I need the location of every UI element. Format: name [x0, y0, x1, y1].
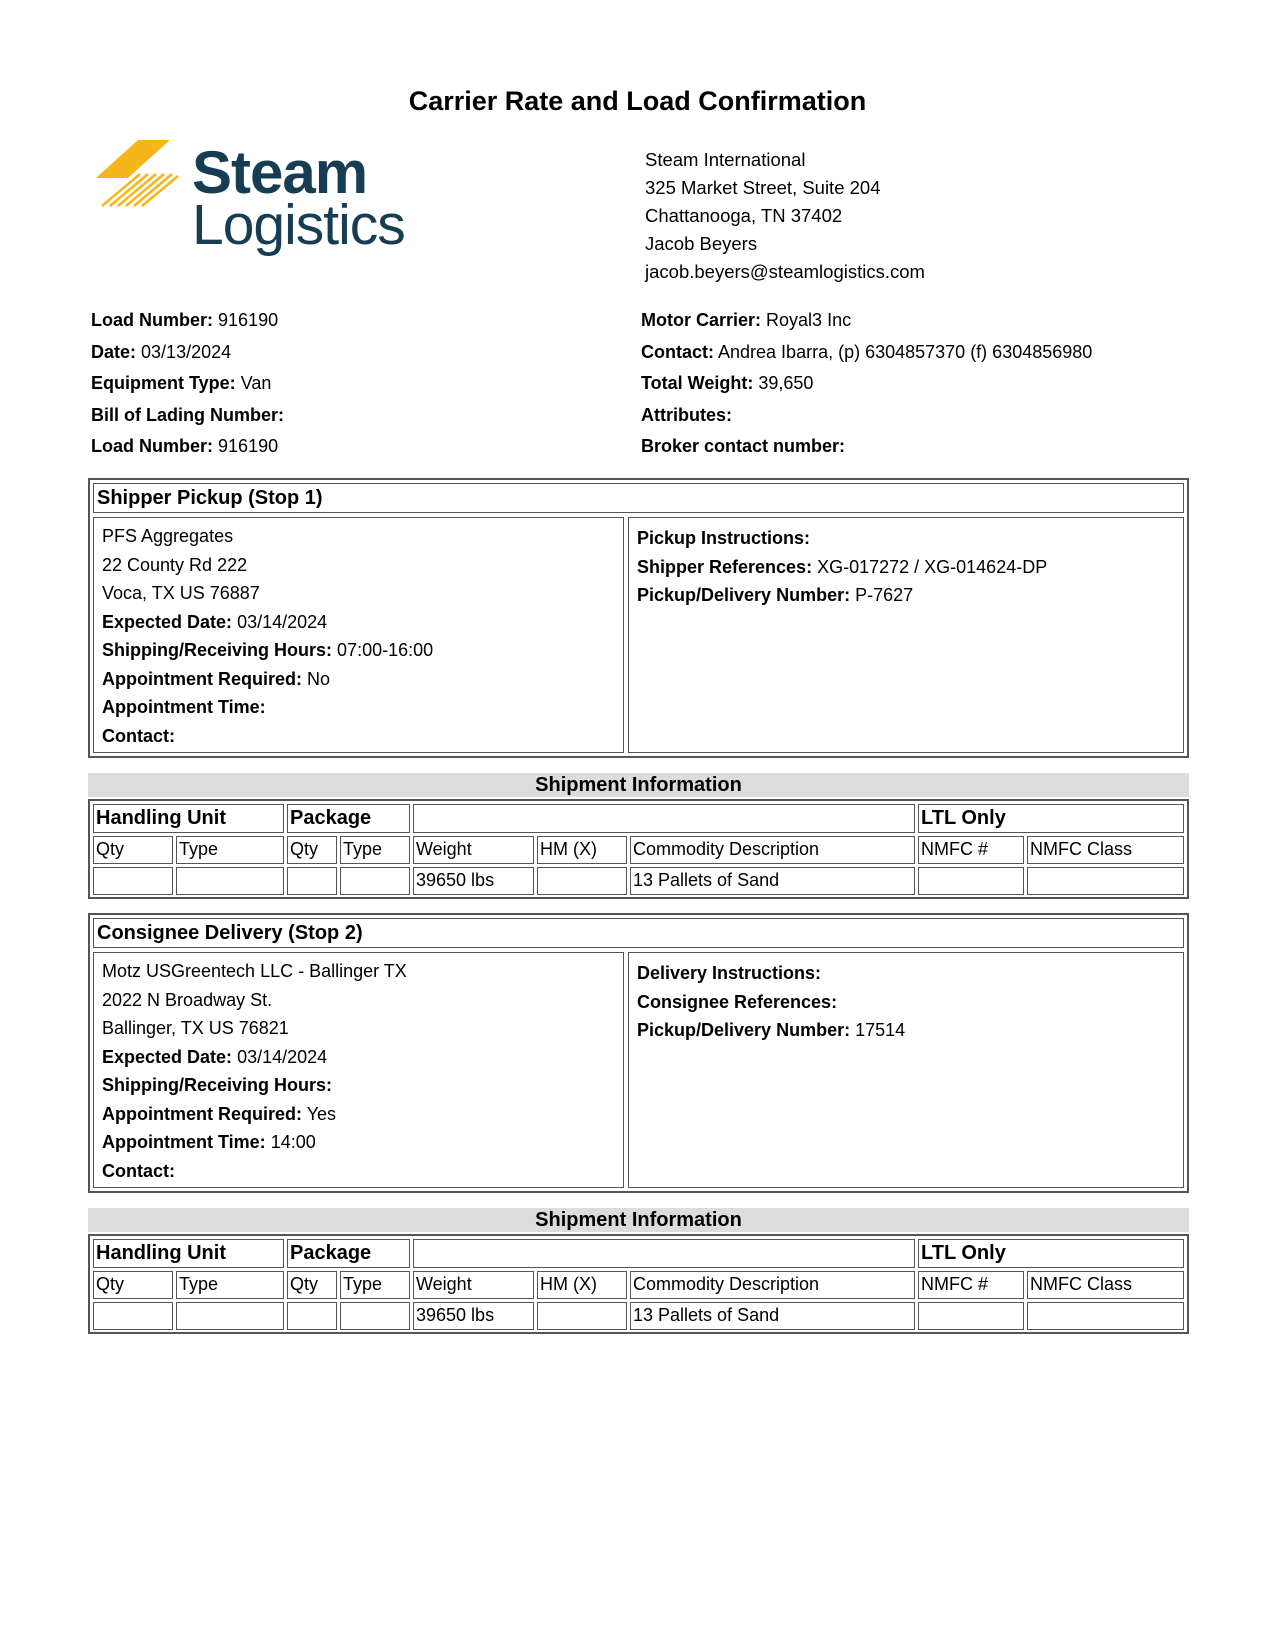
- stop2-detail: Appointment Required: Yes: [102, 1103, 337, 1124]
- column-header: Type: [176, 836, 284, 864]
- stop1-instructions-panel: [628, 517, 1184, 753]
- load-info-row: Attributes:: [641, 404, 732, 425]
- stop1-instruction: Pickup Instructions:: [637, 528, 811, 548]
- load-info-row: Contact: Andrea Ibarra, (p) 6304857370 (f) 6304856980: [641, 341, 1093, 362]
- column-header: NMFC #: [918, 836, 1024, 864]
- stop2-detail: Shipping/Receiving Hours:: [102, 1075, 333, 1095]
- table-cell: 13 Pallets of Sand: [630, 1302, 915, 1330]
- column-header: Qty: [287, 1271, 337, 1299]
- column-header: Type: [340, 836, 410, 864]
- company-email[interactable]: jacob.beyers@steamlogistics.com: [645, 261, 925, 282]
- load-info-right: [641, 305, 1092, 463]
- table-cell: [537, 1302, 627, 1330]
- column-header: Qty: [93, 1271, 173, 1299]
- table-cell: [287, 1302, 337, 1330]
- column-header: NMFC #: [918, 1271, 1024, 1299]
- stop1-instruction: Pickup/Delivery Number: P-7627: [637, 585, 914, 605]
- shipment-table-stop1: [88, 799, 1189, 899]
- stop2-instruction: Consignee References:: [637, 991, 838, 1012]
- handling-unit-header: Handling Unit: [93, 804, 284, 833]
- load-info-row: Motor Carrier: Royal3 Inc: [641, 310, 852, 330]
- page-title: Carrier Rate and Load Confirmation: [408, 86, 867, 116]
- column-header: Commodity Description: [630, 836, 915, 864]
- stop1-address-panel: [93, 517, 624, 753]
- shipment-info-title: Shipment Information: [88, 773, 1189, 797]
- stop2-address-line: Motz USGreentech LLC - Ballinger TX: [102, 961, 407, 981]
- blank-header: [413, 1239, 915, 1268]
- stop2-detail: Contact:: [102, 1160, 175, 1181]
- stop1-address-line: Voca, TX US 76887: [102, 583, 260, 603]
- stop2-heading: Consignee Delivery (Stop 2): [93, 918, 1184, 948]
- stop1-address-line: 22 County Rd 222: [102, 554, 248, 575]
- company-contact: Jacob Beyers: [645, 233, 758, 254]
- column-header: Type: [340, 1271, 410, 1299]
- shipper-pickup-box: [88, 478, 1189, 758]
- stop2-address-line: 2022 N Broadway St.: [102, 989, 273, 1010]
- logo-text-steam: Steam: [192, 139, 368, 206]
- table-cell: [93, 1302, 173, 1330]
- stop2-detail: Expected Date: 03/14/2024: [102, 1046, 328, 1067]
- stop2-instructions-panel: [628, 952, 1184, 1188]
- table-cell: 39650 lbs: [413, 1302, 534, 1330]
- table-cell: 39650 lbs: [413, 867, 534, 895]
- column-header: NMFC Class: [1027, 1271, 1184, 1299]
- ltl-only-header: LTL Only: [918, 1239, 1184, 1268]
- column-header: Weight: [413, 1271, 534, 1299]
- table-cell: [340, 1302, 410, 1330]
- table-cell: [918, 1302, 1024, 1330]
- package-header: Package: [287, 1239, 410, 1268]
- table-cell: [918, 867, 1024, 895]
- stop2-instruction: Delivery Instructions:: [637, 963, 822, 983]
- table-cell: [537, 867, 627, 895]
- steam-logistics-logo: [94, 140, 414, 265]
- table-cell: [1027, 1302, 1184, 1330]
- stop1-instruction: Shipper References: XG-017272 / XG-014624-DP: [637, 556, 1048, 577]
- table-cell: [1027, 867, 1184, 895]
- stop2-detail: Appointment Time: 14:00: [102, 1132, 316, 1152]
- stop1-detail: Appointment Time:: [102, 697, 266, 717]
- stop1-detail: Expected Date: 03/14/2024: [102, 611, 328, 632]
- load-info-row: Load Number: 916190: [91, 310, 279, 330]
- stop1-heading: Shipper Pickup (Stop 1): [93, 483, 1184, 513]
- column-header: NMFC Class: [1027, 836, 1184, 864]
- load-info-row: Load Number: 916190: [91, 436, 279, 456]
- table-cell: [287, 867, 337, 895]
- table-cell: [176, 1302, 284, 1330]
- blank-header: [413, 804, 915, 833]
- load-info-row: Date: 03/13/2024: [91, 341, 232, 362]
- load-info-row: Total Weight: 39,650: [641, 373, 814, 393]
- table-cell: [176, 867, 284, 895]
- company-address: [645, 146, 925, 286]
- column-header: HM (X): [537, 1271, 627, 1299]
- stop1-detail: Appointment Required: No: [102, 668, 331, 689]
- column-header: Type: [176, 1271, 284, 1299]
- logo-text-logistics: Logistics: [192, 193, 405, 257]
- shipment-info-title: Shipment Information: [88, 1208, 1189, 1232]
- stop1-detail: Shipping/Receiving Hours: 07:00-16:00: [102, 640, 434, 660]
- stop1-address-line: PFS Aggregates: [102, 526, 234, 546]
- consignee-delivery-box: [88, 913, 1189, 1193]
- load-info-row: Equipment Type: Van: [91, 373, 272, 393]
- table-cell: [93, 867, 173, 895]
- load-info-row: Broker contact number:: [641, 436, 846, 456]
- shipment-table-stop2: [88, 1234, 1189, 1334]
- stop1-detail: Contact:: [102, 725, 175, 746]
- company-name: Steam International: [645, 149, 806, 170]
- table-cell: 13 Pallets of Sand: [630, 867, 915, 895]
- handling-unit-header: Handling Unit: [93, 1239, 284, 1268]
- stop2-address-panel: [93, 952, 624, 1188]
- column-header: Weight: [413, 836, 534, 864]
- logo-mark-icon: [94, 140, 180, 210]
- table-cell: [340, 867, 410, 895]
- stop2-address-line: Ballinger, TX US 76821: [102, 1018, 289, 1038]
- package-header: Package: [287, 804, 410, 833]
- column-header: Qty: [93, 836, 173, 864]
- load-info-row: Bill of Lading Number:: [91, 404, 284, 425]
- load-info-left: [91, 305, 284, 463]
- company-city: Chattanooga, TN 37402: [645, 205, 843, 226]
- column-header: Commodity Description: [630, 1271, 915, 1299]
- ltl-only-header: LTL Only: [918, 804, 1184, 833]
- company-street: 325 Market Street, Suite 204: [645, 177, 881, 198]
- column-header: Qty: [287, 836, 337, 864]
- column-header: HM (X): [537, 836, 627, 864]
- stop2-instruction: Pickup/Delivery Number: 17514: [637, 1020, 906, 1040]
